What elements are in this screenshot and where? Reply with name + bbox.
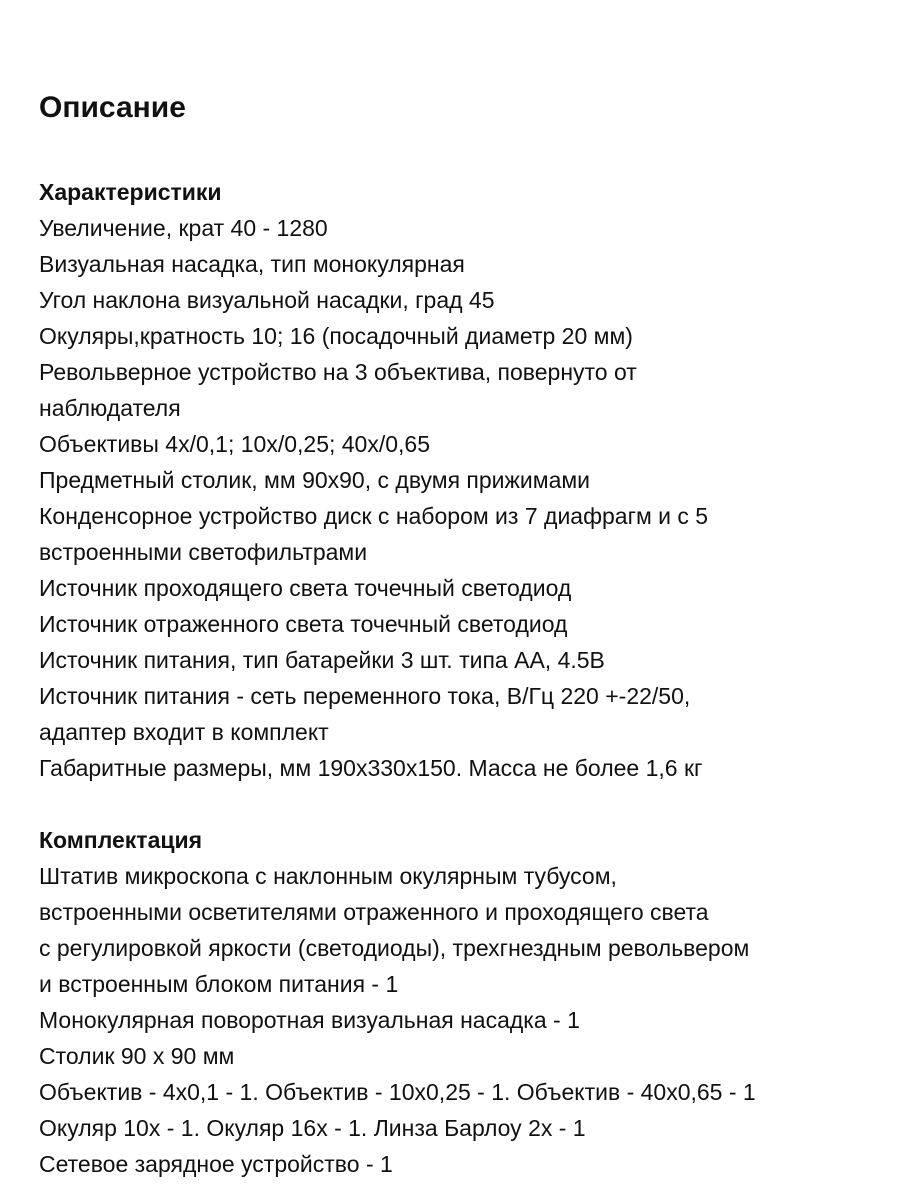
specs-section — [39, 174, 897, 786]
spec-line: Источник питания, тип батарейки 3 шт. типа АА, 4.5В — [39, 647, 605, 673]
spec-line: Предметный столик, мм 90х90, с двумя прижимами — [39, 467, 591, 493]
kit-line: Окуляр 10х - 1. Окуляр 16х - 1. Линза Барлоу 2х - 1 — [39, 1115, 586, 1141]
spec-line: Источник проходящего света точечный светодиод — [39, 575, 572, 601]
kit-line: Монокулярная поворотная визуальная насадка - 1 — [39, 1007, 580, 1033]
spec-line: Угол наклона визуальной насадки, град 45 — [39, 287, 495, 313]
spec-line: Объективы 4х/0,1; 10х/0,25; 40х/0,65 — [39, 431, 430, 457]
product-description — [39, 88, 897, 1182]
spec-line: адаптер входит в комплект — [39, 719, 329, 745]
spec-line: Револьверное устройство на 3 объектива, повернуто от — [39, 359, 637, 385]
spec-line: Увеличение, крат 40 - 1280 — [39, 215, 328, 241]
page-title: Описание — [39, 91, 186, 124]
kit-heading: Комплектация — [39, 827, 203, 853]
spec-line: Конденсорное устройство диск с набором из 7 диафрагм и с 5 — [39, 503, 709, 529]
kit-line: с регулировкой яркости (светодиоды), трехгнездным револьвером — [39, 935, 750, 961]
spec-line: Источник отраженного света точечный светодиод — [39, 611, 568, 637]
spec-line: встроенными светофильтрами — [39, 539, 368, 565]
spec-line: Источник питания - сеть переменного тока, В/Гц 220 +-22/50, — [39, 683, 691, 709]
spec-line: Визуальная насадка, тип монокулярная — [39, 251, 465, 277]
spec-line: Окуляры,кратность 10; 16 (посадочный диаметр 20 мм) — [39, 323, 633, 349]
kit-section — [39, 822, 897, 1182]
specs-heading: Характеристики — [39, 179, 222, 205]
kit-line: Сетевое зарядное устройство - 1 — [39, 1151, 393, 1177]
kit-line: Объектив - 4х0,1 - 1. Объектив - 10х0,25 - 1. Объектив - 40х0,65 - 1 — [39, 1079, 756, 1105]
kit-line: Штатив микроскопа с наклонным окулярным тубусом, — [39, 863, 617, 889]
kit-line: встроенными осветителями отраженного и проходящего света — [39, 899, 709, 925]
kit-line: и встроенным блоком питания - 1 — [39, 971, 399, 997]
kit-line: Столик 90 х 90 мм — [39, 1043, 235, 1069]
spec-line: Габаритные размеры, мм 190х330х150. Масса не более 1,6 кг — [39, 755, 703, 781]
section-spacer — [39, 786, 897, 822]
spec-line: наблюдателя — [39, 395, 181, 421]
